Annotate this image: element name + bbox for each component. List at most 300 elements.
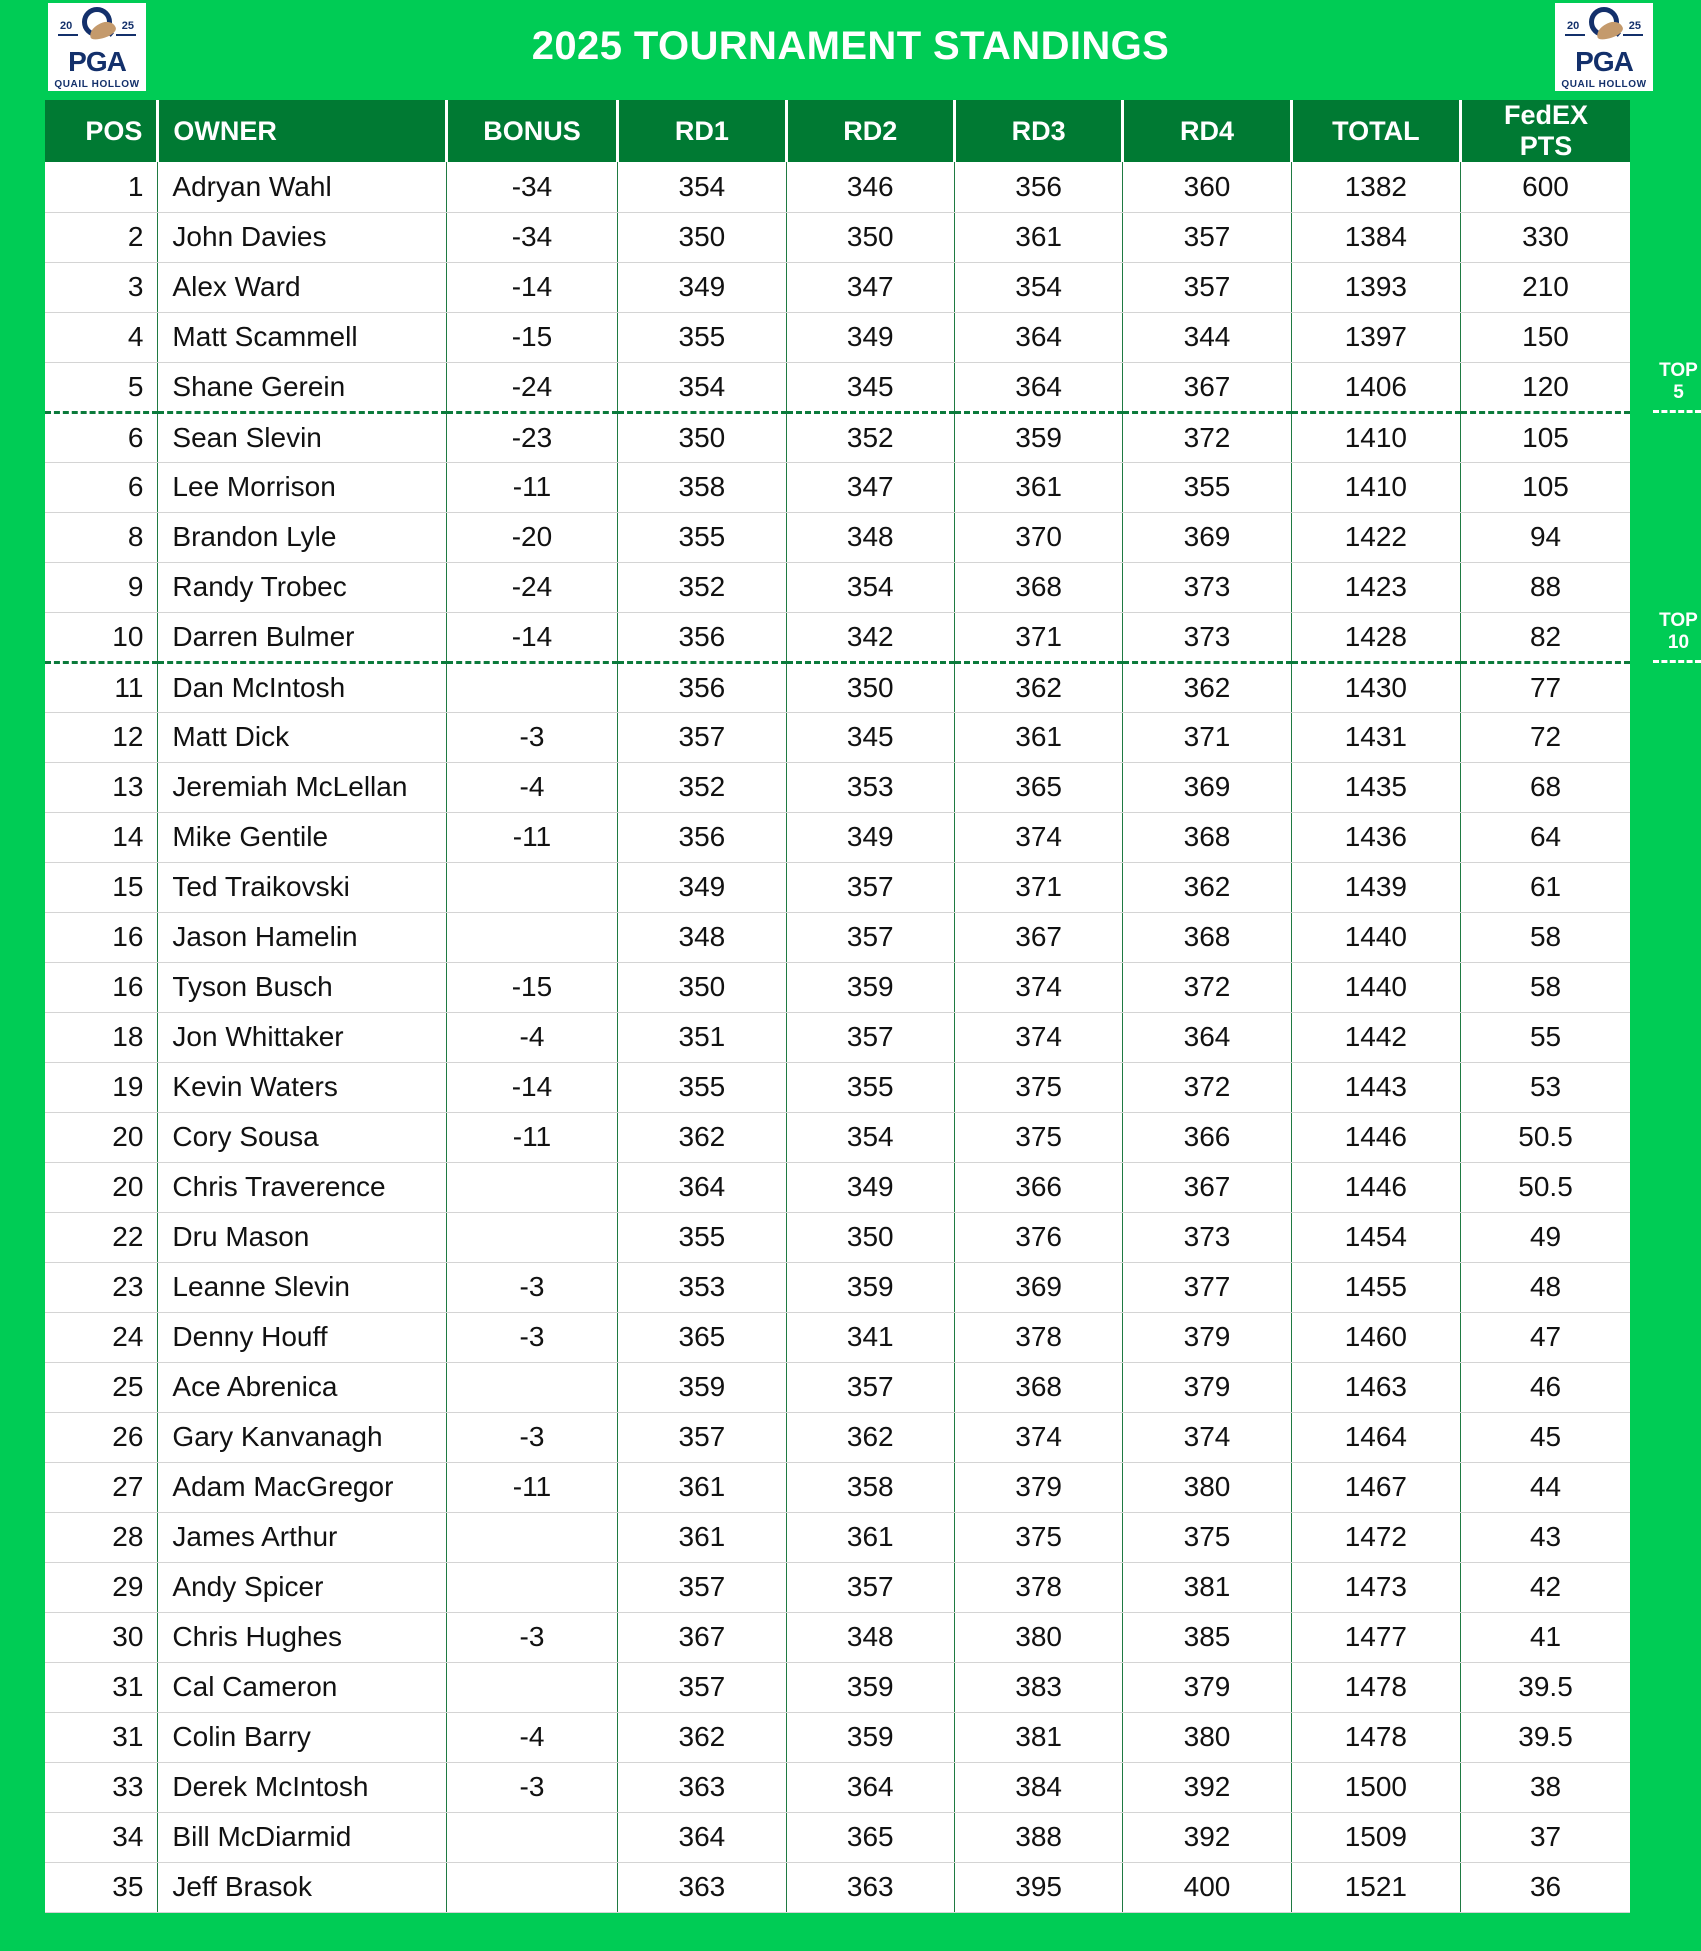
logo-year-rule-left [1565, 34, 1585, 36]
cell-rd3: 364 [954, 312, 1122, 362]
cell-rd3: 362 [954, 662, 1122, 712]
logo-year-left: 20 [1567, 20, 1580, 32]
cell-rd4: 362 [1123, 662, 1291, 712]
cell-owner: Leanne Slevin [158, 1262, 446, 1312]
column-header-pos[interactable]: POS [45, 100, 158, 162]
cell-bonus: -11 [446, 812, 617, 862]
cell-rd3: 371 [954, 612, 1122, 662]
cell-rd2: 363 [786, 1862, 954, 1912]
cell-fedex-pts: 105 [1461, 462, 1630, 512]
cell-bonus: -3 [446, 1312, 617, 1362]
cell-rd4: 355 [1123, 462, 1291, 512]
cell-rd1: 353 [618, 1262, 786, 1312]
logo-brand-text: PGA [1575, 46, 1633, 77]
cell-rd2: 349 [786, 1162, 954, 1212]
cell-pos: 20 [45, 1162, 158, 1212]
cell-rd3: 395 [954, 1862, 1122, 1912]
cell-rd3: 365 [954, 762, 1122, 812]
table-row[interactable] [45, 1762, 1630, 1812]
cell-pos: 16 [45, 912, 158, 962]
cell-rd1: 357 [618, 712, 786, 762]
cell-owner: Chris Traverence [158, 1162, 446, 1212]
cell-rd4: 368 [1123, 912, 1291, 962]
table-row[interactable] [45, 862, 1630, 912]
cell-rd1: 361 [618, 1462, 786, 1512]
cell-rd3: 374 [954, 1412, 1122, 1462]
cell-pos: 34 [45, 1812, 158, 1862]
cell-rd2: 359 [786, 1662, 954, 1712]
logo-year-rule-left [58, 34, 78, 36]
cell-rd4: 377 [1123, 1262, 1291, 1312]
standings-table-wrapper [45, 100, 1630, 1913]
cell-rd2: 345 [786, 362, 954, 412]
cell-fedex-pts: 49 [1461, 1212, 1630, 1262]
cell-rd4: 379 [1123, 1312, 1291, 1362]
cell-rd3: 367 [954, 912, 1122, 962]
cell-total: 1478 [1291, 1662, 1460, 1712]
cell-fedex-pts: 58 [1461, 962, 1630, 1012]
column-header-owner[interactable]: OWNER [158, 100, 446, 162]
cell-rd3: 375 [954, 1062, 1122, 1112]
cell-pos: 19 [45, 1062, 158, 1112]
table-row[interactable] [45, 1812, 1630, 1862]
cell-bonus [446, 1212, 617, 1262]
cell-rd3: 361 [954, 462, 1122, 512]
cell-rd2: 357 [786, 1362, 954, 1412]
cell-rd2: 353 [786, 762, 954, 812]
cell-rd1: 348 [618, 912, 786, 962]
cell-pos: 9 [45, 562, 158, 612]
cell-fedex-pts: 38 [1461, 1762, 1630, 1812]
cell-fedex-pts: 64 [1461, 812, 1630, 862]
table-row[interactable] [45, 562, 1630, 612]
cell-rd4: 379 [1123, 1362, 1291, 1412]
cell-rd4: 392 [1123, 1812, 1291, 1862]
cell-bonus: -24 [446, 562, 617, 612]
cell-owner: Adryan Wahl [158, 162, 446, 212]
top-5-marker [1656, 360, 1701, 404]
table-row[interactable] [45, 1462, 1630, 1512]
cell-fedex-pts: 46 [1461, 1362, 1630, 1412]
table-row[interactable] [45, 1362, 1630, 1412]
cell-fedex-pts: 55 [1461, 1012, 1630, 1062]
cell-pos: 31 [45, 1712, 158, 1762]
cell-bonus: -4 [446, 1012, 617, 1062]
cell-rd1: 351 [618, 1012, 786, 1062]
logo-year-left: 20 [60, 20, 73, 32]
cell-owner: Randy Trobec [158, 562, 446, 612]
cell-rd2: 359 [786, 1262, 954, 1312]
cell-rd4: 371 [1123, 712, 1291, 762]
cell-rd1: 354 [618, 362, 786, 412]
table-row[interactable] [45, 1862, 1630, 1912]
table-row[interactable] [45, 312, 1630, 362]
table-row[interactable] [45, 1612, 1630, 1662]
cell-total: 1460 [1291, 1312, 1460, 1362]
top-5-cutline [1653, 410, 1701, 413]
logo-year-right: 25 [1628, 20, 1641, 32]
cell-rd1: 367 [618, 1612, 786, 1662]
column-header-rd2[interactable]: RD2 [786, 100, 954, 162]
cell-rd1: 361 [618, 1512, 786, 1562]
column-header-rd3[interactable]: RD3 [954, 100, 1122, 162]
cell-fedex-pts: 48 [1461, 1262, 1630, 1312]
cell-owner: Gary Kanvanagh [158, 1412, 446, 1462]
cell-pos: 29 [45, 1562, 158, 1612]
cell-owner: Shane Gerein [158, 362, 446, 412]
cell-rd3: 361 [954, 212, 1122, 262]
cell-rd1: 352 [618, 762, 786, 812]
cell-owner: Bill McDiarmid [158, 1812, 446, 1862]
cell-rd1: 354 [618, 162, 786, 212]
cell-rd3: 383 [954, 1662, 1122, 1712]
cell-pos: 24 [45, 1312, 158, 1362]
cell-rd2: 361 [786, 1512, 954, 1562]
cell-total: 1410 [1291, 412, 1460, 462]
table-row[interactable] [45, 1312, 1630, 1362]
logo-year-right: 25 [121, 20, 134, 32]
cell-owner: James Arthur [158, 1512, 446, 1562]
cell-rd3: 378 [954, 1312, 1122, 1362]
table-row[interactable] [45, 712, 1630, 762]
cell-rd1: 362 [618, 1112, 786, 1162]
cell-owner: John Davies [158, 212, 446, 262]
cell-rd1: 355 [618, 312, 786, 362]
cell-fedex-pts: 36 [1461, 1862, 1630, 1912]
table-body [45, 162, 1630, 1912]
top-5-marker-line1: TOP [1659, 360, 1698, 381]
cell-owner: Ace Abrenica [158, 1362, 446, 1412]
table-row[interactable] [45, 1512, 1630, 1562]
cell-rd3: 361 [954, 712, 1122, 762]
cell-rd4: 367 [1123, 362, 1291, 412]
cell-fedex-pts: 61 [1461, 862, 1630, 912]
cell-fedex-pts: 39.5 [1461, 1662, 1630, 1712]
cell-pos: 35 [45, 1862, 158, 1912]
cell-rd4: 379 [1123, 1662, 1291, 1712]
cell-rd3: 368 [954, 1362, 1122, 1412]
cell-rd4: 380 [1123, 1712, 1291, 1762]
cell-rd4: 369 [1123, 512, 1291, 562]
cell-owner: Matt Dick [158, 712, 446, 762]
cell-total: 1467 [1291, 1462, 1460, 1512]
cell-pos: 20 [45, 1112, 158, 1162]
table-row[interactable] [45, 762, 1630, 812]
cell-bonus: -15 [446, 962, 617, 1012]
cell-rd3: 354 [954, 262, 1122, 312]
cell-pos: 8 [45, 512, 158, 562]
cell-rd2: 357 [786, 1012, 954, 1062]
top-10-marker [1656, 610, 1701, 654]
cell-rd2: 358 [786, 1462, 954, 1512]
cell-rd2: 350 [786, 662, 954, 712]
cell-owner: Adam MacGregor [158, 1462, 446, 1512]
cell-pos: 28 [45, 1512, 158, 1562]
cell-total: 1406 [1291, 362, 1460, 412]
title-bar [0, 0, 1701, 92]
cell-bonus [446, 1162, 617, 1212]
cell-total: 1440 [1291, 912, 1460, 962]
cell-rd2: 346 [786, 162, 954, 212]
cell-rd3: 388 [954, 1812, 1122, 1862]
page-title: 2025 TOURNAMENT STANDINGS [531, 23, 1170, 68]
logo-brand-text: PGA [68, 46, 126, 77]
cell-rd1: 363 [618, 1762, 786, 1812]
table-row[interactable] [45, 1562, 1630, 1612]
cell-owner: Chris Hughes [158, 1612, 446, 1662]
cell-bonus [446, 912, 617, 962]
cell-fedex-pts: 330 [1461, 212, 1630, 262]
cell-total: 1521 [1291, 1862, 1460, 1912]
table-row[interactable] [45, 362, 1630, 412]
cell-owner: Jeff Brasok [158, 1862, 446, 1912]
cell-rd3: 374 [954, 962, 1122, 1012]
cell-fedex-pts: 53 [1461, 1062, 1630, 1112]
table-row[interactable] [45, 612, 1630, 662]
table-row[interactable] [45, 1662, 1630, 1712]
table-row[interactable] [45, 812, 1630, 862]
cell-total: 1428 [1291, 612, 1460, 662]
column-header-rd1[interactable]: RD1 [618, 100, 786, 162]
column-header-total[interactable]: TOTAL [1291, 100, 1460, 162]
table-row[interactable] [45, 162, 1630, 212]
cell-rd2: 345 [786, 712, 954, 762]
table-row[interactable] [45, 412, 1630, 462]
cell-total: 1473 [1291, 1562, 1460, 1612]
cell-bonus: -3 [446, 1762, 617, 1812]
cell-fedex-pts: 50.5 [1461, 1162, 1630, 1212]
cell-owner: Derek McIntosh [158, 1762, 446, 1812]
cell-pos: 5 [45, 362, 158, 412]
cell-fedex-pts: 45 [1461, 1412, 1630, 1462]
cell-rd2: 341 [786, 1312, 954, 1362]
cell-owner: Jason Hamelin [158, 912, 446, 962]
cell-bonus: -3 [446, 1262, 617, 1312]
cell-bonus: -3 [446, 1612, 617, 1662]
cell-rd1: 352 [618, 562, 786, 612]
cell-total: 1410 [1291, 462, 1460, 512]
cell-rd2: 357 [786, 912, 954, 962]
cell-owner: Colin Barry [158, 1712, 446, 1762]
table-row[interactable] [45, 462, 1630, 512]
table-row[interactable] [45, 1062, 1630, 1112]
cell-rd2: 359 [786, 1712, 954, 1762]
cell-fedex-pts: 47 [1461, 1312, 1630, 1362]
cell-bonus: -23 [446, 412, 617, 462]
cell-bonus [446, 1512, 617, 1562]
column-header-fedex-pts[interactable]: FedEX PTS [1461, 100, 1630, 162]
cell-total: 1509 [1291, 1812, 1460, 1862]
cell-rd1: 355 [618, 512, 786, 562]
cell-rd2: 365 [786, 1812, 954, 1862]
cell-rd3: 364 [954, 362, 1122, 412]
cell-pos: 4 [45, 312, 158, 362]
cell-pos: 6 [45, 462, 158, 512]
cell-bonus: -11 [446, 1112, 617, 1162]
table-row[interactable] [45, 912, 1630, 962]
cell-rd2: 357 [786, 862, 954, 912]
table-row[interactable] [45, 512, 1630, 562]
cell-rd3: 370 [954, 512, 1122, 562]
table-row[interactable] [45, 1112, 1630, 1162]
cell-total: 1446 [1291, 1112, 1460, 1162]
cell-owner: Jeremiah McLellan [158, 762, 446, 812]
cell-bonus [446, 1662, 617, 1712]
cell-bonus: -11 [446, 1462, 617, 1512]
cell-fedex-pts: 120 [1461, 362, 1630, 412]
cell-total: 1382 [1291, 162, 1460, 212]
cell-rd2: 347 [786, 462, 954, 512]
cell-total: 1397 [1291, 312, 1460, 362]
cell-total: 1442 [1291, 1012, 1460, 1062]
cell-pos: 16 [45, 962, 158, 1012]
cell-owner: Cory Sousa [158, 1112, 446, 1162]
cell-owner: Brandon Lyle [158, 512, 446, 562]
cell-rd1: 365 [618, 1312, 786, 1362]
cell-bonus: -3 [446, 1412, 617, 1462]
table-row[interactable] [45, 662, 1630, 712]
cell-pos: 10 [45, 612, 158, 662]
top-10-marker-line2: 10 [1667, 631, 1690, 653]
cell-rd4: 360 [1123, 162, 1291, 212]
cell-rd1: 364 [618, 1812, 786, 1862]
cell-rd2: 348 [786, 512, 954, 562]
cell-fedex-pts: 94 [1461, 512, 1630, 562]
cell-pos: 18 [45, 1012, 158, 1062]
table-row[interactable] [45, 1712, 1630, 1762]
cell-total: 1478 [1291, 1712, 1460, 1762]
cell-owner: Denny Houff [158, 1312, 446, 1362]
cell-total: 1454 [1291, 1212, 1460, 1262]
cell-owner: Alex Ward [158, 262, 446, 312]
cell-rd1: 356 [618, 812, 786, 862]
column-header-bonus[interactable]: BONUS [446, 100, 617, 162]
table-row[interactable] [45, 962, 1630, 1012]
cell-bonus [446, 1562, 617, 1612]
table-row[interactable] [45, 212, 1630, 262]
table-row[interactable] [45, 1012, 1630, 1062]
cell-bonus [446, 862, 617, 912]
cell-rd3: 375 [954, 1512, 1122, 1562]
cell-rd4: 357 [1123, 262, 1291, 312]
cell-rd3: 384 [954, 1762, 1122, 1812]
cell-rd1: 350 [618, 212, 786, 262]
cell-rd4: 368 [1123, 812, 1291, 862]
cell-rd2: 357 [786, 1562, 954, 1612]
table-header-row [45, 100, 1630, 162]
cell-rd1: 364 [618, 1162, 786, 1212]
pga-logo-mark-icon [56, 6, 138, 46]
cell-fedex-pts: 58 [1461, 912, 1630, 962]
pga-logo-mark-icon [1563, 6, 1645, 46]
cell-rd3: 376 [954, 1212, 1122, 1262]
table-row[interactable] [45, 1212, 1630, 1262]
cell-total: 1393 [1291, 262, 1460, 312]
cell-total: 1430 [1291, 662, 1460, 712]
cell-bonus [446, 1812, 617, 1862]
cell-rd1: 349 [618, 262, 786, 312]
cell-rd4: 372 [1123, 962, 1291, 1012]
cell-rd3: 375 [954, 1112, 1122, 1162]
cell-rd2: 350 [786, 1212, 954, 1262]
cell-bonus: -4 [446, 762, 617, 812]
cell-fedex-pts: 210 [1461, 262, 1630, 312]
cell-rd1: 355 [618, 1062, 786, 1112]
cell-bonus: -14 [446, 1062, 617, 1112]
cell-total: 1464 [1291, 1412, 1460, 1462]
cell-rd4: 400 [1123, 1862, 1291, 1912]
cell-total: 1446 [1291, 1162, 1460, 1212]
cell-fedex-pts: 600 [1461, 162, 1630, 212]
standings-table [45, 100, 1630, 1913]
cell-total: 1440 [1291, 962, 1460, 1012]
cell-owner: Jon Whittaker [158, 1012, 446, 1062]
cell-pos: 12 [45, 712, 158, 762]
cell-rd2: 350 [786, 212, 954, 262]
cell-rd3: 381 [954, 1712, 1122, 1762]
cell-pos: 6 [45, 412, 158, 462]
cell-bonus: -34 [446, 162, 617, 212]
cell-bonus: -14 [446, 262, 617, 312]
table-row[interactable] [45, 1162, 1630, 1212]
table-row[interactable] [45, 262, 1630, 312]
cell-total: 1500 [1291, 1762, 1460, 1812]
column-header-rd4[interactable]: RD4 [1123, 100, 1291, 162]
cell-rd4: 373 [1123, 562, 1291, 612]
cell-total: 1435 [1291, 762, 1460, 812]
cell-rd3: 359 [954, 412, 1122, 462]
cell-rd1: 355 [618, 1212, 786, 1262]
cell-rd4: 367 [1123, 1162, 1291, 1212]
cell-bonus: -14 [446, 612, 617, 662]
cell-rd1: 357 [618, 1662, 786, 1712]
cell-pos: 22 [45, 1212, 158, 1262]
cell-rd4: 362 [1123, 862, 1291, 912]
cell-owner: Tyson Busch [158, 962, 446, 1012]
cell-rd4: 357 [1123, 212, 1291, 262]
cell-pos: 30 [45, 1612, 158, 1662]
cell-pos: 14 [45, 812, 158, 862]
table-row[interactable] [45, 1262, 1630, 1312]
table-row[interactable] [45, 1412, 1630, 1462]
cell-rd4: 366 [1123, 1112, 1291, 1162]
cell-owner: Darren Bulmer [158, 612, 446, 662]
logo-venue-text: QUAIL HOLLOW [1561, 79, 1647, 90]
cell-bonus [446, 1862, 617, 1912]
pga-logo-right [1555, 3, 1653, 91]
cell-rd2: 364 [786, 1762, 954, 1812]
cell-fedex-pts: 77 [1461, 662, 1630, 712]
cell-total: 1439 [1291, 862, 1460, 912]
cell-rd2: 342 [786, 612, 954, 662]
cell-rd1: 363 [618, 1862, 786, 1912]
cell-rd4: 380 [1123, 1462, 1291, 1512]
cell-rd2: 355 [786, 1062, 954, 1112]
cell-owner: Lee Morrison [158, 462, 446, 512]
cell-owner: Matt Scammell [158, 312, 446, 362]
cell-rd4: 392 [1123, 1762, 1291, 1812]
cell-rd4: 372 [1123, 1062, 1291, 1112]
cell-pos: 2 [45, 212, 158, 262]
cell-fedex-pts: 150 [1461, 312, 1630, 362]
pga-logo-left [48, 3, 146, 91]
cell-rd4: 344 [1123, 312, 1291, 362]
cell-pos: 11 [45, 662, 158, 712]
top-10-cutline [1653, 660, 1701, 663]
cell-owner: Dru Mason [158, 1212, 446, 1262]
cell-rd2: 354 [786, 562, 954, 612]
cell-total: 1436 [1291, 812, 1460, 862]
